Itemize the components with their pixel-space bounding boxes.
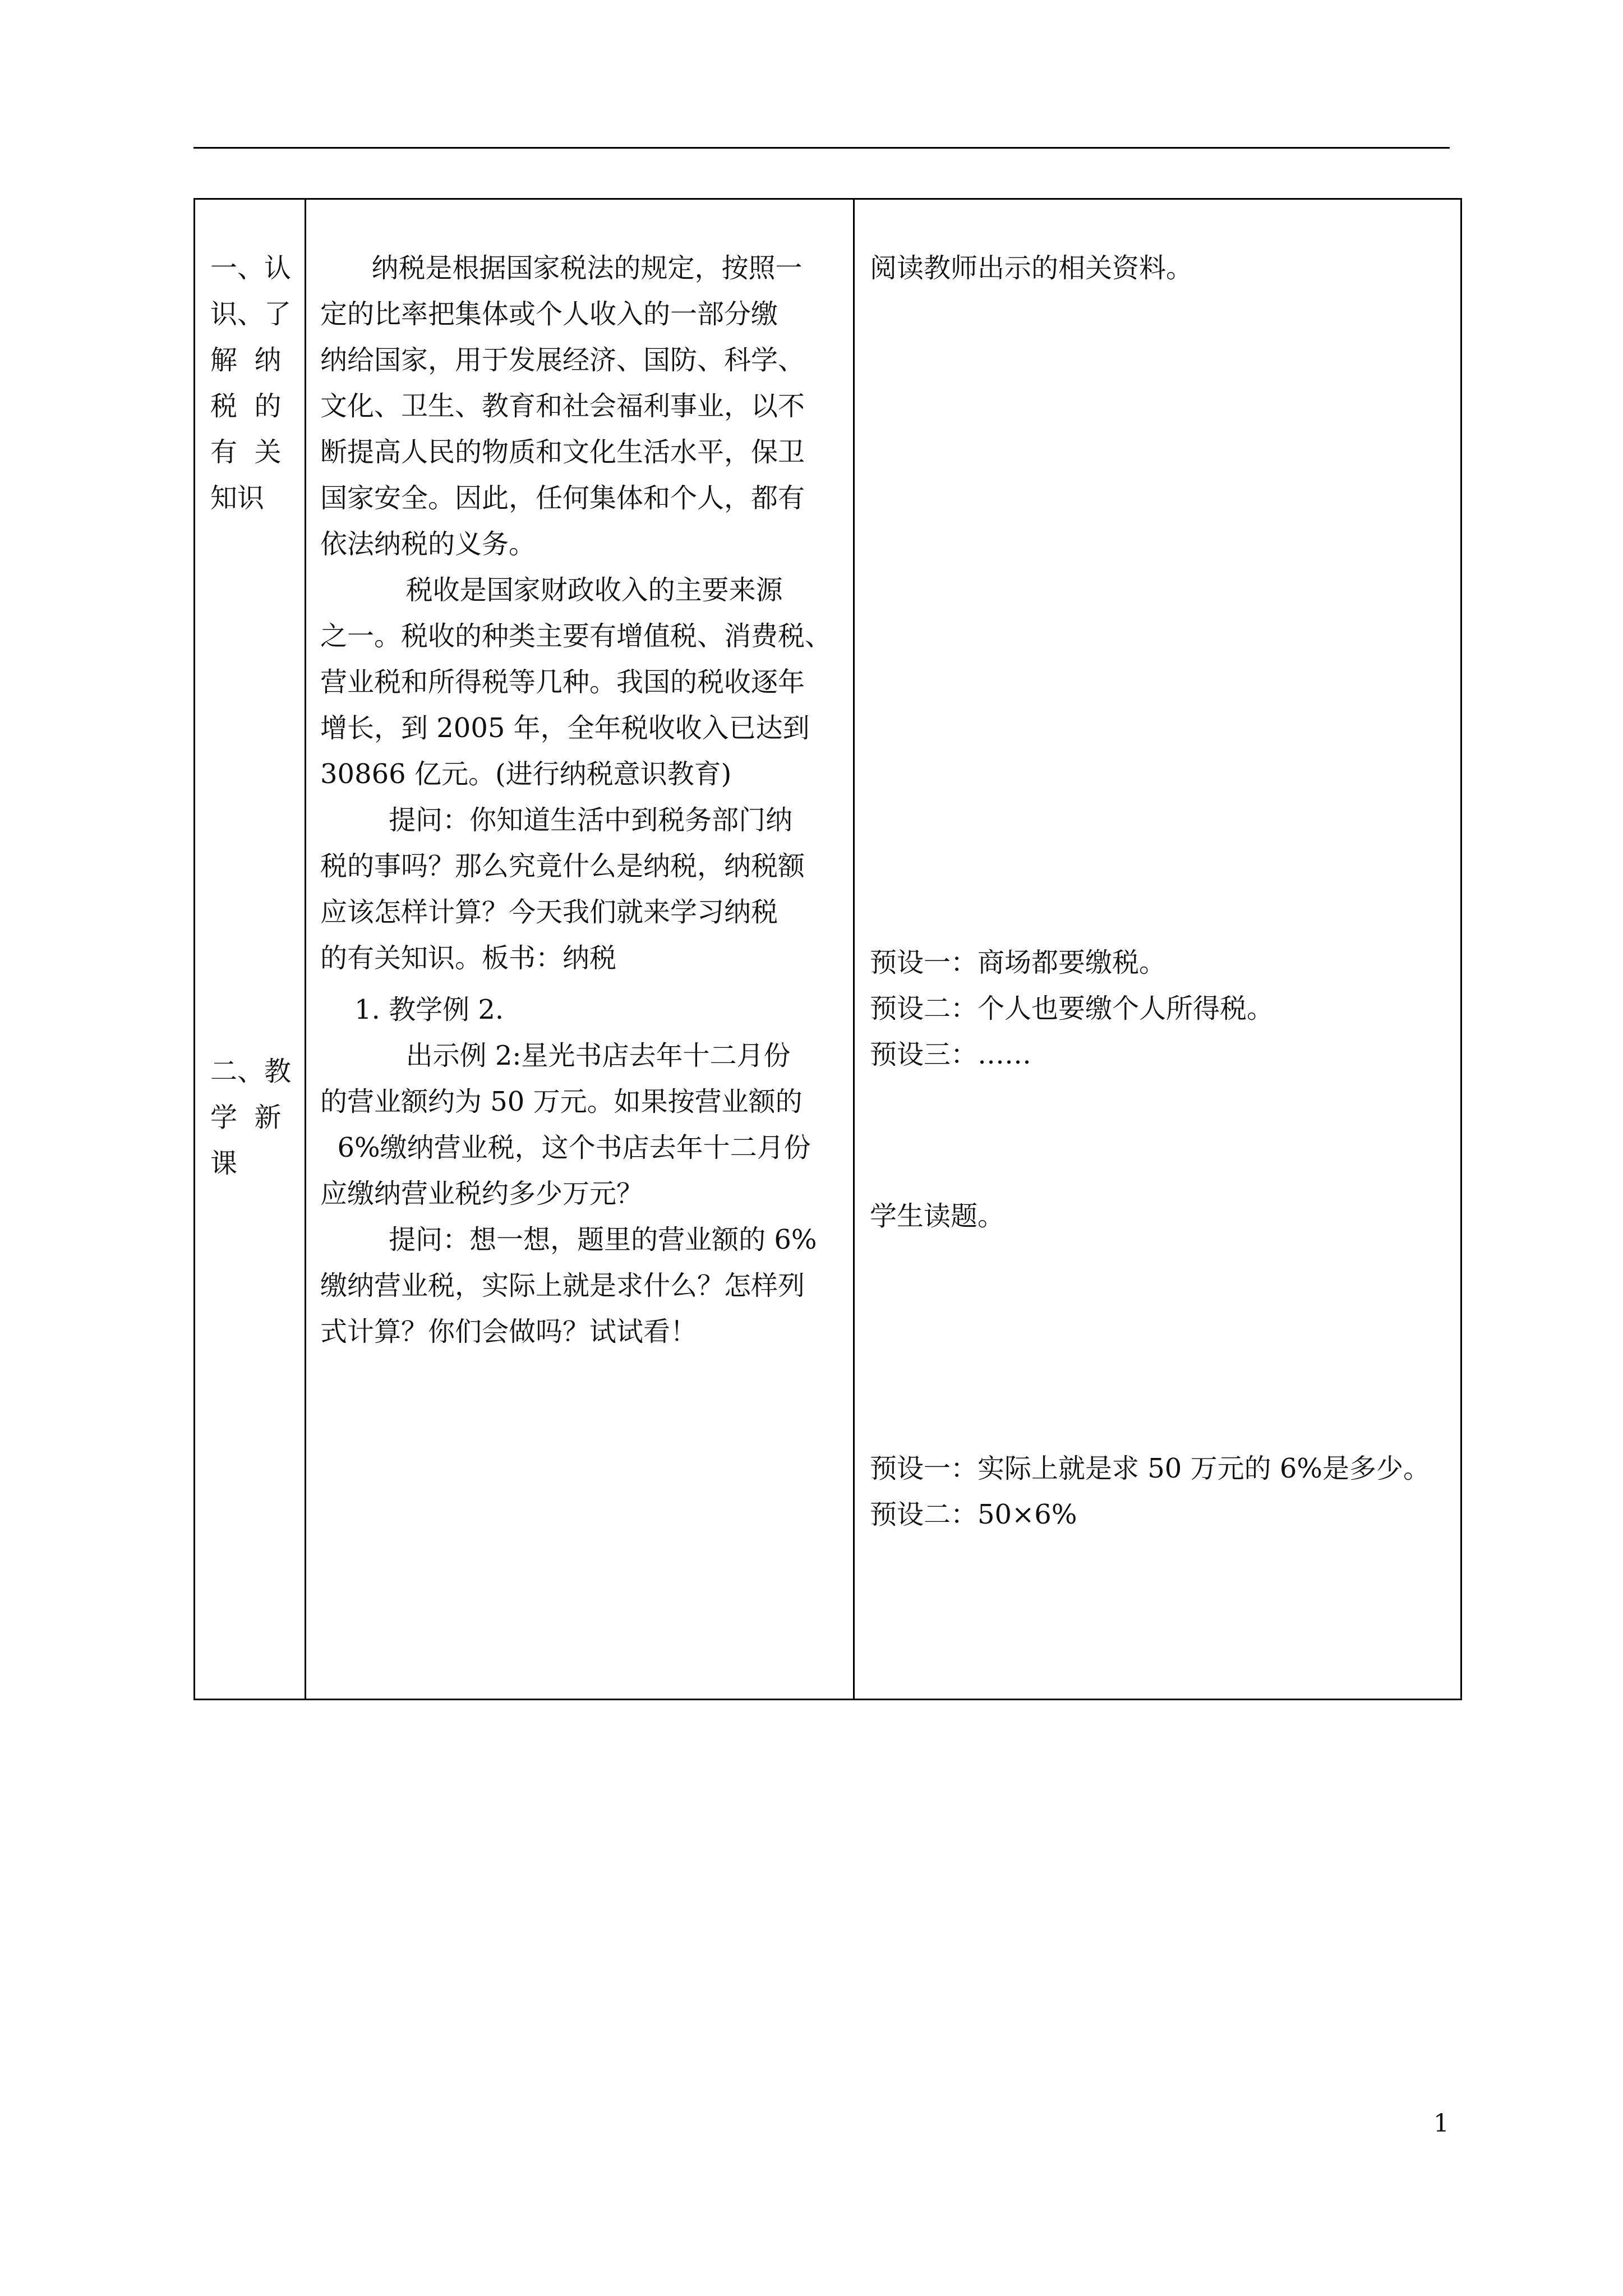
teacher-text-line: 1. 教学例 2.: [320, 994, 504, 1025]
section1-title-line: 识、了: [210, 298, 292, 330]
teacher-activity-cell: [306, 199, 854, 1700]
section1-title-line: 税 的: [210, 390, 282, 422]
teacher-text-line: 税收是国家财政收入的主要来源: [320, 574, 783, 606]
lesson-plan-table: [193, 198, 1462, 1700]
student-preset-line: 预设一：商场都要缴税。: [870, 947, 1166, 978]
table-row: [195, 199, 1461, 1700]
teacher-text-line: 式计算？你们会做吗？试试看！: [320, 1316, 698, 1347]
teacher-text-line: 的有关知识。板书：纳税: [320, 942, 617, 974]
teacher-text-line: 6%缴纳营业税，这个书店去年十二月份: [320, 1132, 811, 1163]
section1-title-line: 知识: [210, 482, 265, 514]
student-preset-line: 预设二：50×6%: [870, 1499, 1077, 1530]
student-preset-line: 预设二：个人也要缴个人所得税。: [870, 993, 1274, 1024]
teacher-text-line: 纳给国家，用于发展经济、国防、科学、: [320, 344, 805, 376]
teacher-text-line: 依法纳税的义务。: [320, 528, 536, 560]
teacher-text-line: 提问：你知道生活中到税务部门纳: [320, 804, 793, 836]
student-text-line: 阅读教师出示的相关资料。: [870, 252, 1193, 284]
section2-title-line: 二、教: [210, 1056, 292, 1087]
teacher-text-line: 30866 亿元。(进行纳税意识教育): [320, 758, 732, 790]
section2-title-line: 学 新: [210, 1102, 282, 1133]
teacher-text-line: 之一。税收的种类主要有增值税、消费税、: [320, 620, 832, 652]
teacher-text-line: 缴纳营业税，实际上就是求什么？怎样列: [320, 1270, 805, 1301]
teacher-text-line: 国家安全。因此，任何集体和个人，都有: [320, 482, 805, 514]
teacher-text-line: 文化、卫生、教育和社会福利事业，以不: [320, 390, 805, 422]
teacher-text-line: 应缴纳营业税约多少万元？: [320, 1178, 644, 1209]
header-rule: [193, 147, 1450, 149]
teacher-text-line: 断提高人民的物质和文化生活水平，保卫: [320, 436, 805, 468]
page-number: 1: [1433, 2109, 1449, 2138]
section-title-cell: [195, 199, 306, 1700]
student-preset-line: 预设三：……: [870, 1039, 1032, 1070]
section1-title-line: 一、认: [210, 252, 292, 284]
teacher-text-line: 提问：想一想，题里的营业额的 6%: [320, 1224, 817, 1255]
teacher-text-line: 应该怎样计算？今天我们就来学习纳税: [320, 896, 778, 928]
teacher-text-line: 税的事吗？那么究竟什么是纳税，纳税额: [320, 850, 805, 882]
student-activity-cell: [854, 199, 1461, 1700]
teacher-text-line: 增长，到 2005 年，全年税收收入已达到: [320, 712, 810, 744]
teacher-text-line: 纳税是根据国家税法的规定，按照一: [320, 252, 803, 284]
section2-title-line: 课: [210, 1148, 238, 1179]
teacher-text-line: 的营业额约为 50 万元。如果按营业额的: [320, 1086, 803, 1117]
student-preset-line: 预设一：实际上就是求 50 万元的 6%是多少。: [870, 1453, 1431, 1484]
teacher-text-line: 定的比率把集体或个人收入的一部分缴: [320, 298, 778, 330]
teacher-text-line: 出示例 2:星光书店去年十二月份: [320, 1040, 791, 1071]
teacher-text-line: 营业税和所得税等几种。我国的税收逐年: [320, 666, 805, 698]
section1-title-line: 解 纳: [210, 344, 282, 376]
section1-title-line: 有 关: [210, 436, 282, 468]
student-text-line: 学生读题。: [870, 1200, 1005, 1232]
